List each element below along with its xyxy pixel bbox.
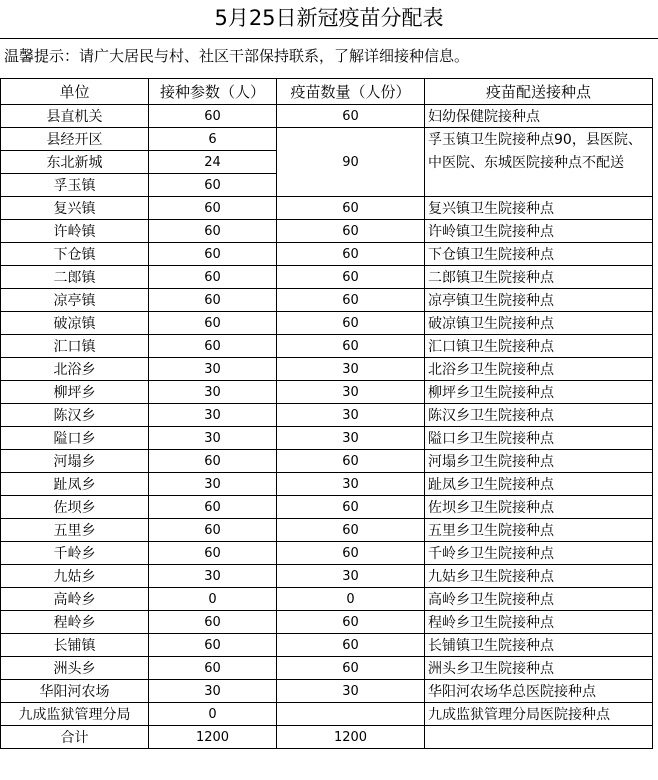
site-cell[interactable]: 汇口镇卫生院接种点: [425, 335, 653, 358]
participants-cell[interactable]: 60: [149, 634, 277, 657]
vaccines-cell[interactable]: 60: [277, 220, 425, 243]
vaccines-cell[interactable]: 30: [277, 358, 425, 381]
participants-cell[interactable]: 0: [149, 588, 277, 611]
participants-cell[interactable]: 24: [149, 151, 277, 174]
site-cell[interactable]: 陈汉乡卫生院接种点: [425, 404, 653, 427]
participants-cell[interactable]: 60: [149, 335, 277, 358]
table-row: [1, 243, 653, 266]
participants-cell[interactable]: 60: [149, 519, 277, 542]
participants-cell[interactable]: 60: [149, 542, 277, 565]
table-row: [1, 496, 653, 519]
participants-cell[interactable]: 30: [149, 404, 277, 427]
vaccines-cell[interactable]: 60: [277, 312, 425, 335]
site-cell[interactable]: 凉亭镇卫生院接种点: [425, 289, 653, 312]
site-cell[interactable]: 五里乡卫生院接种点: [425, 519, 653, 542]
allocation-table: [0, 78, 653, 749]
participants-cell[interactable]: 60: [149, 174, 277, 197]
unit-cell[interactable]: 九成监狱管理分局: [1, 703, 149, 726]
table-row: [1, 404, 653, 427]
site-cell[interactable]: 洲头乡卫生院接种点: [425, 657, 653, 680]
site-cell[interactable]: 九姑乡卫生院接种点: [425, 565, 653, 588]
table-row: [1, 266, 653, 289]
header-participants[interactable]: 接种参数（人）: [149, 79, 277, 105]
participants-cell[interactable]: 60: [149, 243, 277, 266]
participants-cell[interactable]: 6: [149, 128, 277, 151]
table-row: [1, 358, 653, 381]
merged-site-cell[interactable]: 孚玉镇卫生院接种点90，县医院、中医院、东城医院接种点不配送: [425, 128, 653, 197]
site-cell[interactable]: 许岭镇卫生院接种点: [425, 220, 653, 243]
participants-cell[interactable]: 30: [149, 473, 277, 496]
vaccines-cell[interactable]: 60: [277, 243, 425, 266]
participants-cell[interactable]: 60: [149, 450, 277, 473]
table-row: [1, 611, 653, 634]
vaccines-cell[interactable]: 30: [277, 565, 425, 588]
vaccines-cell[interactable]: 60: [277, 450, 425, 473]
table-row: [1, 128, 653, 151]
total-vaccines-cell[interactable]: 1200: [277, 726, 425, 749]
table-row: [1, 588, 653, 611]
unit-cell[interactable]: 二郎镇: [1, 266, 149, 289]
vaccines-cell[interactable]: 30: [277, 381, 425, 404]
unit-cell[interactable]: 下仓镇: [1, 243, 149, 266]
vaccines-cell[interactable]: 30: [277, 404, 425, 427]
site-cell[interactable]: 华阳河农场华总医院接种点: [425, 680, 653, 703]
header-site[interactable]: 疫苗配送接种点: [425, 79, 653, 105]
table-row: [1, 542, 653, 565]
header-vaccines[interactable]: 疫苗数量（人份）: [277, 79, 425, 105]
unit-cell[interactable]: 长铺镇: [1, 634, 149, 657]
site-cell[interactable]: 九成监狱管理分局医院接种点: [425, 703, 653, 726]
unit-cell[interactable]: 洲头乡: [1, 657, 149, 680]
participants-cell[interactable]: 60: [149, 197, 277, 220]
site-cell[interactable]: 北浴乡卫生院接种点: [425, 358, 653, 381]
table-row: [1, 427, 653, 450]
unit-cell[interactable]: 陈汉乡: [1, 404, 149, 427]
unit-cell[interactable]: 复兴镇: [1, 197, 149, 220]
participants-cell[interactable]: 60: [149, 657, 277, 680]
vaccines-cell[interactable]: 0: [277, 588, 425, 611]
participants-cell[interactable]: 30: [149, 680, 277, 703]
table-row: [1, 381, 653, 404]
vaccines-cell[interactable]: 60: [277, 542, 425, 565]
table-row: [1, 335, 653, 358]
unit-cell[interactable]: 五里乡: [1, 519, 149, 542]
unit-cell[interactable]: 柳坪乡: [1, 381, 149, 404]
unit-cell[interactable]: 东北新城: [1, 151, 149, 174]
header-row: [1, 79, 653, 105]
participants-cell[interactable]: 30: [149, 427, 277, 450]
vaccines-cell[interactable]: 60: [277, 289, 425, 312]
site-cell[interactable]: 河塌乡卫生院接种点: [425, 450, 653, 473]
notice-text: 温馨提示：请广大居民与村、社区干部保持联系，了解详细接种信息。: [0, 38, 658, 72]
unit-cell[interactable]: 华阳河农场: [1, 680, 149, 703]
vaccines-cell[interactable]: 30: [277, 473, 425, 496]
vaccines-cell[interactable]: 60: [277, 266, 425, 289]
unit-cell[interactable]: 孚玉镇: [1, 174, 149, 197]
page-title: 5月25日新冠疫苗分配表: [214, 6, 444, 30]
table-row: [1, 197, 653, 220]
table-row: [1, 680, 653, 703]
participants-cell[interactable]: 30: [149, 381, 277, 404]
table-row: [1, 473, 653, 496]
vaccines-cell[interactable]: 60: [277, 519, 425, 542]
participants-cell[interactable]: 60: [149, 289, 277, 312]
unit-cell[interactable]: 千岭乡: [1, 542, 149, 565]
site-cell[interactable]: 破凉镇卫生院接种点: [425, 312, 653, 335]
vaccines-cell[interactable]: 30: [277, 680, 425, 703]
unit-cell[interactable]: 河塌乡: [1, 450, 149, 473]
site-cell[interactable]: 柳坪乡卫生院接种点: [425, 381, 653, 404]
vaccines-cell[interactable]: 60: [277, 657, 425, 680]
participants-cell[interactable]: 60: [149, 611, 277, 634]
site-cell[interactable]: 程岭乡卫生院接种点: [425, 611, 653, 634]
table-row: [1, 657, 653, 680]
participants-cell[interactable]: 60: [149, 105, 277, 128]
total-label-cell[interactable]: 合计: [1, 726, 149, 749]
table-row: [1, 312, 653, 335]
site-cell[interactable]: 隘口乡卫生院接种点: [425, 427, 653, 450]
total-participants-cell[interactable]: 1200: [149, 726, 277, 749]
merged-vaccines-cell[interactable]: 90: [277, 128, 425, 197]
vaccines-cell[interactable]: 60: [277, 335, 425, 358]
site-cell[interactable]: 妇幼保健院接种点: [425, 105, 653, 128]
unit-cell[interactable]: 隘口乡: [1, 427, 149, 450]
site-cell[interactable]: 复兴镇卫生院接种点: [425, 197, 653, 220]
unit-cell[interactable]: 许岭镇: [1, 220, 149, 243]
table-row: [1, 105, 653, 128]
unit-cell[interactable]: 汇口镇: [1, 335, 149, 358]
participants-cell[interactable]: 60: [149, 312, 277, 335]
vaccines-cell[interactable]: 60: [277, 634, 425, 657]
vaccines-cell[interactable]: 60: [277, 496, 425, 519]
site-cell[interactable]: 二郎镇卫生院接种点: [425, 266, 653, 289]
unit-cell[interactable]: 趾凤乡: [1, 473, 149, 496]
site-cell[interactable]: 千岭乡卫生院接种点: [425, 542, 653, 565]
unit-cell[interactable]: 佐坝乡: [1, 496, 149, 519]
participants-cell[interactable]: 30: [149, 565, 277, 588]
site-cell[interactable]: 高岭乡卫生院接种点: [425, 588, 653, 611]
table-row: [1, 703, 653, 726]
unit-cell[interactable]: 北浴乡: [1, 358, 149, 381]
unit-cell[interactable]: 破凉镇: [1, 312, 149, 335]
table-row: [1, 565, 653, 588]
site-cell[interactable]: 下仓镇卫生院接种点: [425, 243, 653, 266]
total-site-cell[interactable]: [425, 726, 653, 749]
site-cell[interactable]: 趾凤乡卫生院接种点: [425, 473, 653, 496]
vaccines-cell[interactable]: [277, 703, 425, 726]
participants-cell[interactable]: 60: [149, 266, 277, 289]
participants-cell[interactable]: 60: [149, 220, 277, 243]
unit-cell[interactable]: 县直机关: [1, 105, 149, 128]
header-unit[interactable]: 单位: [1, 79, 149, 105]
unit-cell[interactable]: 凉亭镇: [1, 289, 149, 312]
site-cell[interactable]: 长铺镇卫生院接种点: [425, 634, 653, 657]
table-row: [1, 289, 653, 312]
table-row: [1, 220, 653, 243]
total-row: [1, 726, 653, 749]
table-row: [1, 519, 653, 542]
participants-cell[interactable]: 60: [149, 496, 277, 519]
table-row: [1, 450, 653, 473]
vaccines-cell[interactable]: 60: [277, 197, 425, 220]
vaccines-cell[interactable]: 30: [277, 427, 425, 450]
unit-cell[interactable]: 九姑乡: [1, 565, 149, 588]
table-row: [1, 634, 653, 657]
site-cell[interactable]: 佐坝乡卫生院接种点: [425, 496, 653, 519]
vaccines-cell[interactable]: 60: [277, 105, 425, 128]
participants-cell[interactable]: 30: [149, 358, 277, 381]
vaccines-cell[interactable]: 60: [277, 611, 425, 634]
unit-cell[interactable]: 高岭乡: [1, 588, 149, 611]
unit-cell[interactable]: 程岭乡: [1, 611, 149, 634]
participants-cell[interactable]: 0: [149, 703, 277, 726]
unit-cell[interactable]: 县经开区: [1, 128, 149, 151]
